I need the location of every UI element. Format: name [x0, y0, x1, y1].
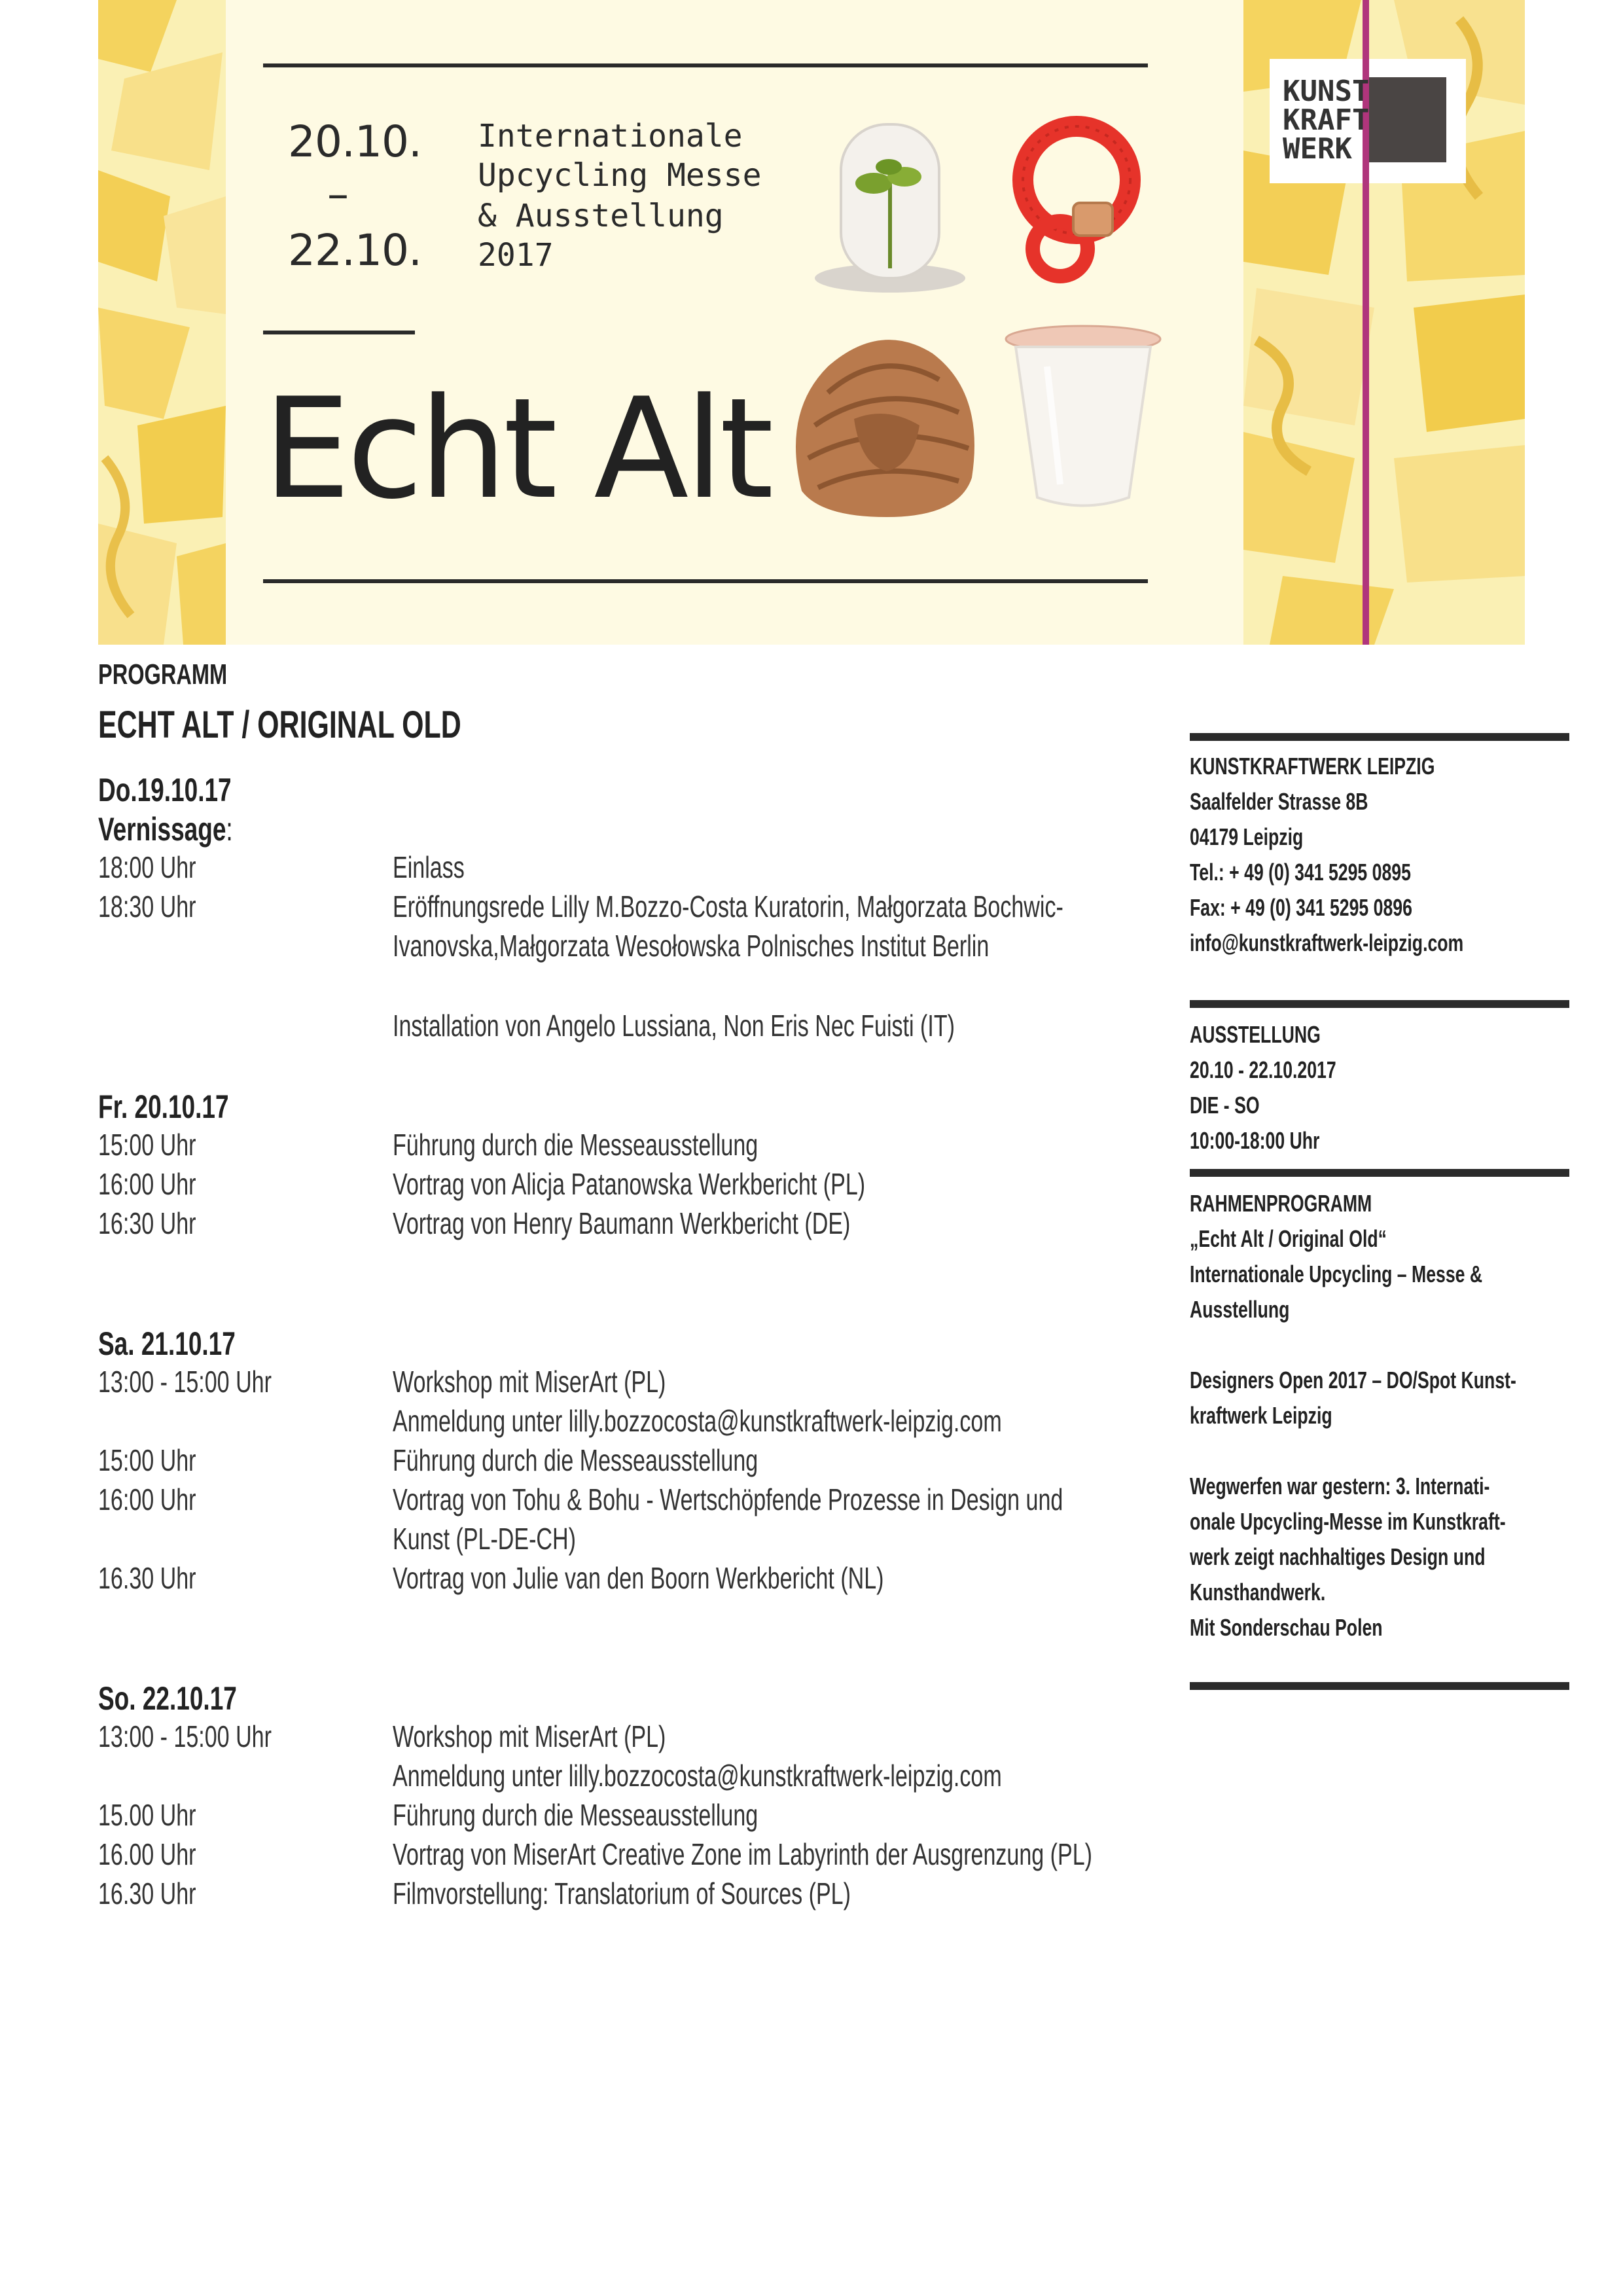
event-banner: [98, 0, 1525, 645]
banner-bottom-rule: [263, 579, 1148, 583]
time-slot: 16:00 Uhr: [98, 1167, 196, 1201]
sidebar-rule: [1190, 1169, 1569, 1177]
time-slot: 18:00 Uhr: [98, 850, 196, 884]
registration-note: Anmeldung unter lilly.bozzocosta@kunstkraftwerk-leipzig.com: [393, 1759, 1002, 1793]
program-label: PROGRAMM: [98, 658, 228, 691]
exhibition-heading: AUSSTELLUNG: [1190, 1021, 1321, 1048]
fair-line-2: Upcycling Messe: [478, 157, 762, 194]
event-description: Workshop mit MiserArt (PL): [393, 1365, 666, 1399]
day-heading-sunday: So. 22.10.17: [98, 1680, 237, 1717]
venue-phone: Tel.: + 49 (0) 341 5295 0895: [1190, 859, 1411, 886]
frame-program-line: „Echt Alt / Original Old“: [1190, 1225, 1387, 1252]
sidebar-rule: [1190, 1682, 1569, 1690]
time-slot: 16:00 Uhr: [98, 1482, 196, 1516]
time-slot: 18:30 Uhr: [98, 889, 196, 924]
time-slot: 16.00 Uhr: [98, 1837, 196, 1871]
designers-open-line: kraftwerk Leipzig: [1190, 1402, 1332, 1429]
event-description: Vortrag von Tohu & Bohu - Wertschöpfende Prozesse in Design und: [393, 1482, 1063, 1516]
time-slot: 16.30 Uhr: [98, 1561, 196, 1595]
venue-email: info@kunstkraftwerk-leipzig.com: [1190, 929, 1464, 956]
logo-line-3: WERK: [1283, 132, 1352, 166]
banner-top-rule: [263, 63, 1148, 67]
plant-jar-image: [805, 105, 975, 301]
day-heading-saturday: Sa. 21.10.17: [98, 1325, 236, 1362]
fair-line-3: & Ausstellung: [478, 198, 724, 234]
event-description-continued: Kunst (PL-DE-CH): [393, 1522, 576, 1556]
time-slot: 15:00 Uhr: [98, 1443, 196, 1477]
event-description: Führung durch die Messeausstellung: [393, 1443, 758, 1477]
exhibition-hours: 10:00-18:00 Uhr: [1190, 1127, 1320, 1154]
cardboard-armchair-image: [782, 321, 985, 530]
day-heading-friday: Fr. 20.10.17: [98, 1088, 229, 1125]
frame-program-line: Ausstellung: [1190, 1296, 1290, 1323]
venue-street: Saalfelder Strasse 8B: [1190, 788, 1368, 815]
frame-program-line: Internationale Upcycling – Messe &: [1190, 1261, 1483, 1287]
glass-cup-image: [1001, 321, 1165, 517]
fair-line-4: 2017: [478, 237, 554, 274]
exhibition-days: DIE - SO: [1190, 1092, 1260, 1119]
time-slot: 13:00 - 15:00 Uhr: [98, 1719, 272, 1753]
day-heading-thursday: Do.19.10.17: [98, 772, 232, 808]
banner-date-end: 22.10.: [288, 225, 421, 276]
banner-title: Echt Alt: [263, 368, 770, 529]
installation-note: Installation von Angelo Lussiana, Non Eris Nec Fuisti (IT): [393, 1009, 955, 1043]
event-description: Vortrag von Julie van den Boorn Werkbericht (NL): [393, 1561, 884, 1595]
event-description: Führung durch die Messeausstellung: [393, 1798, 758, 1832]
yellow-paper-pattern-left: [98, 0, 226, 645]
time-slot: 15.00 Uhr: [98, 1798, 196, 1832]
program-title: ECHT ALT / ORIGINAL OLD: [98, 704, 461, 746]
time-slot: 15:00 Uhr: [98, 1128, 196, 1162]
logo-line-2: KRAFT: [1283, 103, 1370, 137]
vernissage-heading: [98, 810, 233, 848]
registration-note: Anmeldung unter lilly.bozzocosta@kunstkraftwerk-leipzig.com: [393, 1404, 1002, 1438]
event-description: Vortrag von MiserArt Creative Zone im Labyrinth der Ausgrenzung (PL): [393, 1837, 1092, 1871]
press-text-line: Mit Sonderschau Polen: [1190, 1614, 1383, 1641]
event-description: Vortrag von Alicja Patanowska Werkbericht (PL): [393, 1167, 866, 1201]
time-slot: 16.30 Uhr: [98, 1876, 196, 1910]
banner-date-start: 20.10.: [288, 117, 421, 167]
venue-fax: Fax: + 49 (0) 341 5295 0896: [1190, 894, 1412, 921]
logo-line-1: KUNST: [1283, 75, 1370, 108]
event-description-continued: Ivanovska,Małgorzata Wesołowska Polnisches Institut Berlin: [393, 929, 990, 963]
event-description: Einlass: [393, 850, 465, 884]
event-description: Führung durch die Messeausstellung: [393, 1128, 758, 1162]
venue-name: KUNSTKRAFTWERK LEIPZIG: [1190, 753, 1435, 780]
exhibition-dates: 20.10 - 22.10.2017: [1190, 1056, 1336, 1083]
kunstkraftwerk-logo: [1283, 77, 1369, 164]
event-description: Filmvorstellung: Translatorium of Sources (PL): [393, 1876, 851, 1910]
red-rope-ring-image: [995, 111, 1152, 288]
press-text-line: Kunsthandwerk.: [1190, 1579, 1326, 1605]
banner-mid-rule: [263, 331, 415, 334]
sidebar-rule: [1190, 1000, 1569, 1008]
press-text-line: werk zeigt nachhaltiges Design und: [1190, 1543, 1486, 1570]
banner-date-separator: –: [327, 169, 348, 219]
frame-program-heading: RAHMENPROGRAMM: [1190, 1190, 1372, 1217]
time-slot: 16:30 Uhr: [98, 1206, 196, 1240]
designers-open-line: Designers Open 2017 – DO/Spot Kunst-: [1190, 1367, 1516, 1393]
sidebar-rule: [1190, 733, 1569, 741]
venue-city: 04179 Leipzig: [1190, 823, 1304, 850]
press-text-line: Wegwerfen war gestern: 3. Internati-: [1190, 1473, 1490, 1499]
event-description: Workshop mit MiserArt (PL): [393, 1719, 666, 1753]
vernissage-colon: :: [226, 811, 233, 848]
fair-line-1: Internationale: [478, 118, 743, 154]
event-description: Eröffnungsrede Lilly M.Bozzo-Costa Kuratorin, Małgorzata Bochwic-: [393, 889, 1063, 924]
event-description: Vortrag von Henry Baumann Werkbericht (DE): [393, 1206, 851, 1240]
time-slot: 13:00 - 15:00 Uhr: [98, 1365, 272, 1399]
press-text-line: onale Upcycling-Messe im Kunstkraft-: [1190, 1508, 1506, 1535]
vernissage-label: Vernissage: [98, 811, 226, 848]
